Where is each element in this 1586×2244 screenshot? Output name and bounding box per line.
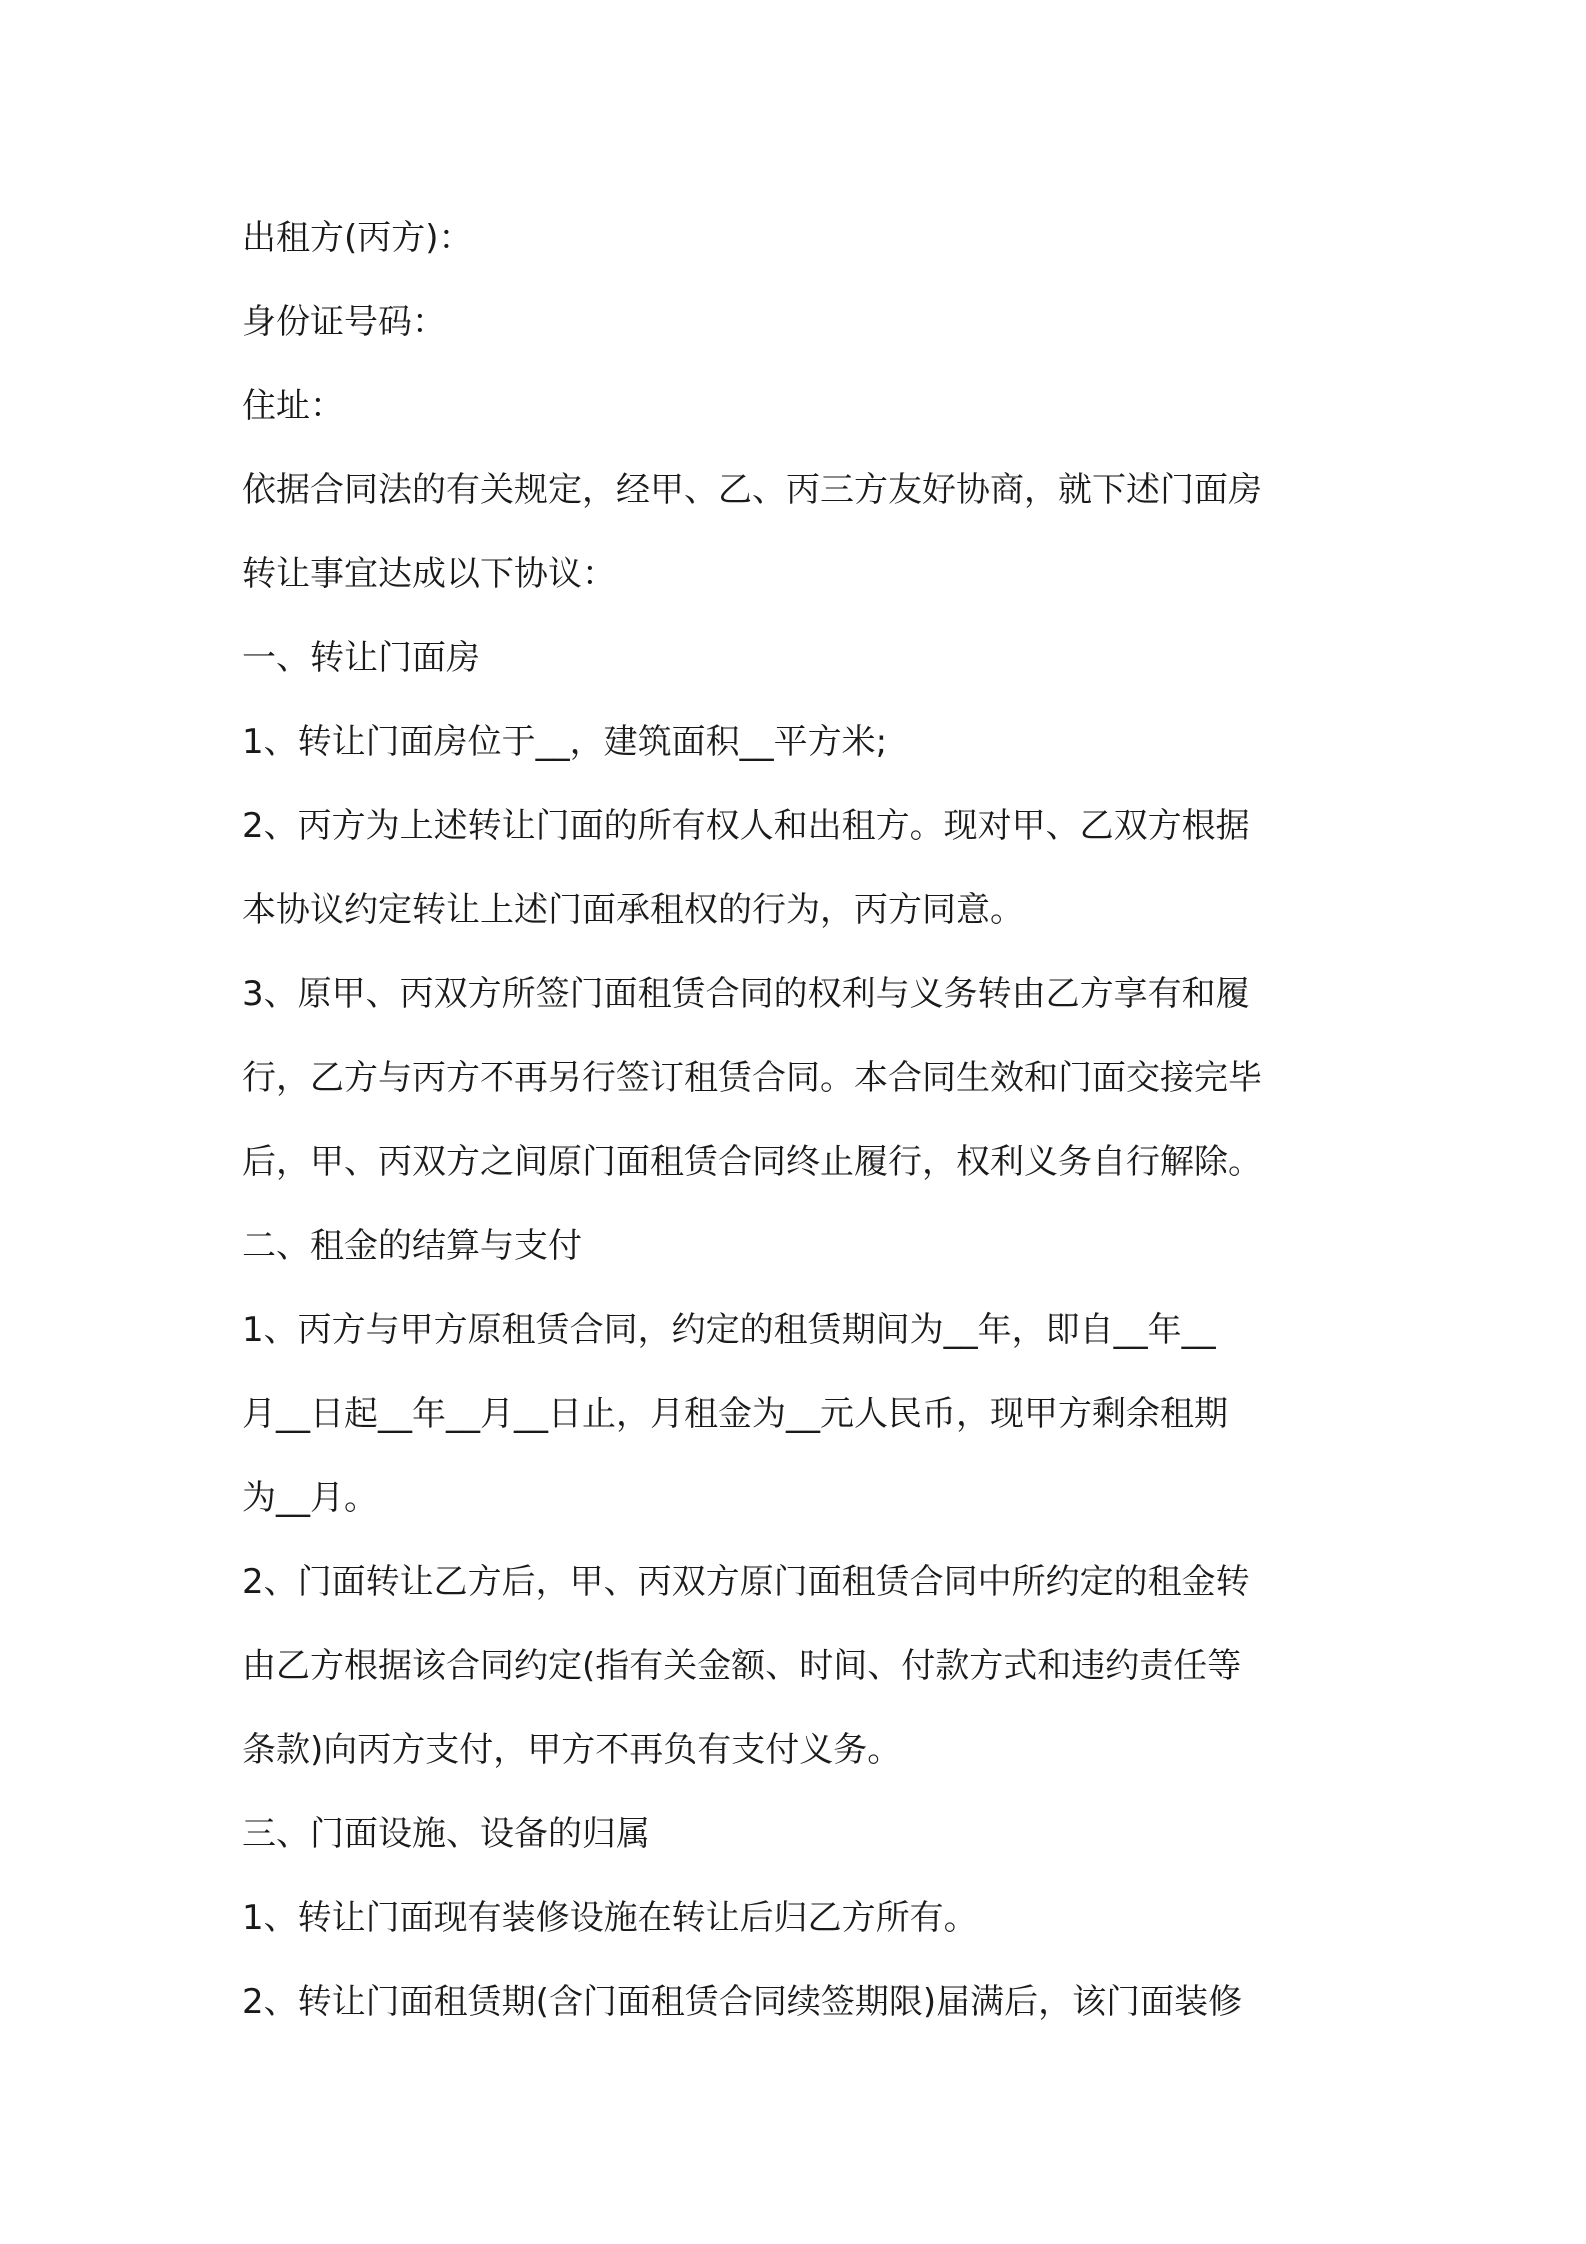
- preamble-line: 依据合同法的有关规定，经甲、乙、丙三方友好协商，就下述门面房: [242, 470, 1262, 510]
- contract-text: [242, 196, 1362, 2044]
- clause-line: 2、转让门面租赁期(含门面租赁合同续签期限)届满后，该门面装修: [242, 1982, 1243, 2022]
- clause-line: 行，乙方与丙方不再另行签订租赁合同。本合同生效和门面交接完毕: [242, 1058, 1262, 1098]
- section-heading: 二、租金的结算与支付: [242, 1226, 582, 1266]
- lessor-label-line: 出租方(丙方)：: [242, 218, 473, 258]
- clause-line: 为__月。: [242, 1478, 378, 1518]
- clause-line: 由乙方根据该合同约定(指有关金额、时间、付款方式和违约责任等: [242, 1646, 1242, 1686]
- clause-line: 后，甲、丙双方之间原门面租赁合同终止履行，权利义务自行解除。: [242, 1142, 1262, 1182]
- section-heading: 三、门面设施、设备的归属: [242, 1814, 650, 1854]
- section-heading: 一、转让门面房: [242, 638, 480, 678]
- clause-line: 1、转让门面房位于__，建筑面积__平方米;: [242, 722, 888, 762]
- clause-line: 月__日起__年__月__日止，月租金为__元人民币，现甲方剩余租期: [242, 1394, 1228, 1434]
- clause-line: 2、门面转让乙方后，甲、丙双方原门面租赁合同中所约定的租金转: [242, 1562, 1250, 1602]
- clause-line: 1、转让门面现有装修设施在转让后归乙方所有。: [242, 1898, 978, 1938]
- clause-line: 1、丙方与甲方原租赁合同，约定的租赁期间为__年，即自__年__: [242, 1310, 1216, 1350]
- preamble-line: 转让事宜达成以下协议：: [242, 554, 616, 594]
- address-line: 住址：: [242, 386, 344, 426]
- clause-line: 条款)向丙方支付，甲方不再负有支付义务。: [242, 1730, 902, 1770]
- clause-line: 本协议约定转让上述门面承租权的行为，丙方同意。: [242, 890, 1024, 930]
- clause-line: 3、原甲、丙双方所签门面租赁合同的权利与义务转由乙方享有和履: [242, 974, 1250, 1014]
- id-number-line: 身份证号码：: [242, 302, 446, 342]
- clause-line: 2、丙方为上述转让门面的所有权人和出租方。现对甲、乙双方根据: [242, 806, 1250, 846]
